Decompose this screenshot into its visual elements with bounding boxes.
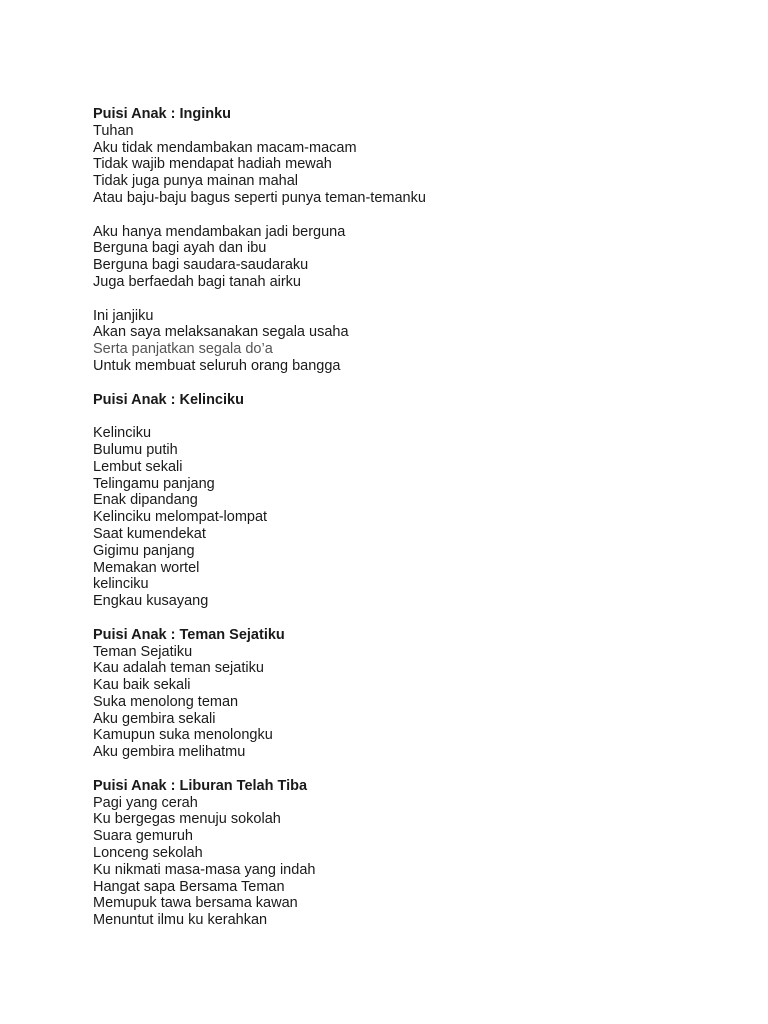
poem-line: Akan saya melaksanakan segala usaha — [93, 324, 349, 341]
poem-kelinciku — [93, 392, 733, 610]
stanza — [93, 224, 733, 291]
stanza — [93, 644, 733, 762]
poem-line: Atau baju-baju bagus seperti punya teman-temanku — [93, 189, 426, 206]
poem-line: Ku bergegas menuju sokolah — [93, 811, 281, 828]
poem-line: Juga berfaedah bagi tanah airku — [93, 273, 301, 290]
poem-line: Kau baik sekali — [93, 677, 191, 694]
poem-title: Puisi Anak : Teman Sejatiku — [93, 626, 285, 643]
poem-line: Enak dipandang — [93, 492, 198, 509]
stanza — [93, 308, 733, 375]
poem-line: Berguna bagi saudara-saudaraku — [93, 257, 309, 274]
poem-line: Kelinciku — [93, 425, 152, 442]
poem-line: kelinciku — [93, 576, 149, 593]
poem-line: Kelinciku melompat-lompat — [93, 509, 268, 526]
poem-line: Suara gemuruh — [93, 828, 193, 845]
stanza — [93, 123, 733, 207]
poem-line: Aku gembira melihatmu — [93, 744, 246, 761]
stanza-gap — [93, 291, 733, 308]
poem-line: Memupuk tawa bersama kawan — [93, 895, 298, 912]
stanza — [93, 795, 733, 929]
poem-line: Hangat sapa Bersama Teman — [93, 878, 285, 895]
poem-line: Kau adalah teman sejatiku — [93, 660, 264, 677]
poem-line: Saat kumendekat — [93, 525, 206, 542]
poem-teman-sejatiku — [93, 627, 733, 761]
poem-line: Telingamu panjang — [93, 475, 215, 492]
poem-gap — [93, 761, 733, 778]
poem-title: Puisi Anak : Kelinciku — [93, 391, 244, 408]
poem-line: Untuk membuat seluruh orang bangga — [93, 357, 341, 374]
poem-line: Engkau kusayang — [93, 593, 209, 610]
poem-line: Ini janjiku — [93, 307, 154, 324]
poem-line: Lembut sekali — [93, 458, 183, 475]
poem-line: Gigimu panjang — [93, 542, 195, 559]
stanza-gap — [93, 207, 733, 224]
document-page — [93, 106, 733, 929]
poem-gap — [93, 610, 733, 627]
poem-line: Bulumu putih — [93, 441, 178, 458]
poem-line: Tidak juga punya mainan mahal — [93, 173, 299, 190]
poem-line: Ku nikmati masa-masa yang indah — [93, 861, 316, 878]
poem-line: Suka menolong teman — [93, 693, 239, 710]
poem-line: Serta panjatkan segala do’a — [93, 341, 273, 358]
poem-line: Tidak wajib mendapat hadiah mewah — [93, 156, 332, 173]
poem-title: Puisi Anak : Liburan Telah Tiba — [93, 777, 308, 794]
poem-gap — [93, 375, 733, 392]
poem-line: Aku tidak mendambakan macam-macam — [93, 139, 357, 156]
poem-liburan-telah-tiba — [93, 778, 733, 929]
poem-line: Berguna bagi ayah dan ibu — [93, 240, 267, 257]
poem-line: Lonceng sekolah — [93, 845, 203, 862]
poem-line: Aku hanya mendambakan jadi berguna — [93, 223, 346, 240]
poem-line: Kamupun suka menolongku — [93, 727, 273, 744]
poem-title: Puisi Anak : Inginku — [93, 106, 232, 122]
poem-line: Aku gembira sekali — [93, 710, 216, 727]
poem-line: Teman Sejatiku — [93, 643, 193, 660]
poem-inginku — [93, 106, 733, 375]
stanza — [93, 425, 733, 610]
poem-line: Pagi yang cerah — [93, 794, 198, 811]
title-gap — [93, 408, 733, 425]
poem-line: Memakan wortel — [93, 559, 200, 576]
poem-line: Menuntut ilmu ku kerahkan — [93, 912, 268, 929]
poem-line: Tuhan — [93, 122, 134, 139]
